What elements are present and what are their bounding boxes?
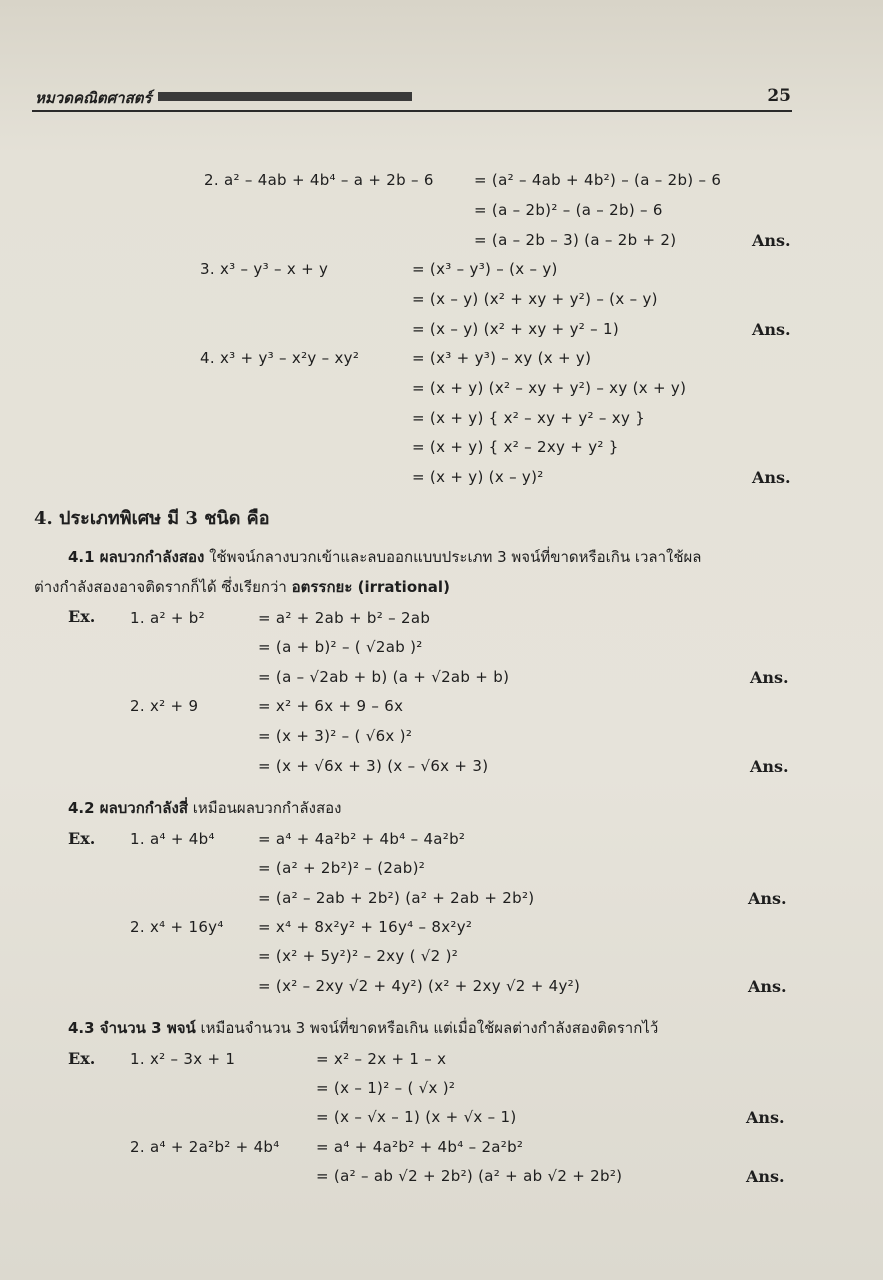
problem-4-step-4: = (x + y) { x² – 2xy + y² }: [412, 438, 619, 456]
problem-4-lhs: 4. x³ + y³ – x²y – xy²: [200, 349, 360, 367]
subsection-4-1-text: ใช้พจน์กลางบวกเข้าและลบออกแบบประเภท 3 พจน์ที่ขาดหรือเกิน เวลาใช้ผล: [204, 548, 702, 566]
irrational-term: อตรรกยะ (irrational): [291, 578, 450, 596]
ex41-2-lhs: 2. x² + 9: [130, 697, 199, 715]
ex43-2-step-2: = (a² – ab √2 + 2b²) (a² + ab √2 + 2b²): [316, 1167, 623, 1185]
ex41-1-lhs: 1. a² + b²: [130, 609, 205, 627]
subsection-4-1-paragraph-line-2: [34, 575, 450, 599]
problem-4-step-5: = (x + y) (x – y)²: [412, 468, 544, 486]
answer-marker: Ans.: [746, 1167, 785, 1186]
answer-marker: Ans.: [748, 889, 787, 908]
ex42-1-step-3: = (a² – 2ab + 2b²) (a² + 2ab + 2b²): [258, 889, 535, 907]
problem-2-step-3: = (a – 2b – 3) (a – 2b + 2): [474, 231, 677, 249]
ex42-1-step-2: = (a² + 2b²)² – (2ab)²: [258, 859, 426, 877]
answer-marker: Ans.: [748, 977, 787, 996]
subsection-4-2-text: เหมือนผลบวกกำลังสอง: [187, 799, 342, 817]
subsection-4-1-paragraph: [68, 545, 702, 569]
problem-4-step-2: = (x + y) (x² – xy + y²) – xy (x + y): [412, 379, 687, 397]
ex43-2-step-1: = a⁴ + 4a²b² + 4b⁴ – 2a²b²: [316, 1138, 524, 1156]
ex42-2-step-2: = (x² + 5y²)² – 2xy ( √2 )²: [258, 947, 459, 965]
subsection-4-2-title: 4.2 ผลบวกกำลังสี่: [68, 799, 188, 817]
problem-3-step-3: = (x – y) (x² + xy + y² – 1): [412, 320, 620, 338]
problem-3-step-2: = (x – y) (x² + xy + y²) – (x – y): [412, 290, 658, 308]
example-label: Ex.: [68, 1049, 96, 1068]
answer-marker: Ans.: [752, 468, 791, 487]
header-decorative-bar: [158, 92, 412, 101]
answer-marker: Ans.: [750, 757, 789, 776]
ex42-1-lhs: 1. a⁴ + 4b⁴: [130, 830, 215, 848]
example-label: Ex.: [68, 607, 96, 626]
problem-3-lhs: 3. x³ – y³ – x + y: [200, 260, 329, 278]
subsection-4-2-paragraph: [68, 796, 341, 820]
problem-2-step-1: = (a² – 4ab + 4b²) – (a – 2b) – 6: [474, 171, 722, 189]
subsection-4-3-paragraph: [68, 1016, 658, 1040]
ex43-1-step-3: = (x – √x – 1) (x + √x – 1): [316, 1108, 517, 1126]
subsection-4-3-title: 4.3 จำนวน 3 พจน์: [68, 1019, 196, 1037]
answer-marker: Ans.: [752, 320, 791, 339]
header-rule: [32, 110, 792, 112]
page-number: 25: [767, 86, 791, 106]
answer-marker: Ans.: [750, 668, 789, 687]
answer-marker: Ans.: [746, 1108, 785, 1127]
subsection-4-3-text: เหมือนจำนวน 3 พจน์ที่ขาดหรือเกิน แต่เมื่อใช้ผลต่างกำลังสองติดรากไว้: [195, 1019, 659, 1037]
ex41-2-step-2: = (x + 3)² – ( √6x )²: [258, 727, 413, 745]
answer-marker: Ans.: [752, 231, 791, 250]
subsection-4-1-title: 4.1 ผลบวกกำลังสอง: [68, 548, 205, 566]
ex43-1-step-1: = x² – 2x + 1 – x: [316, 1050, 447, 1068]
ex43-1-step-2: = (x – 1)² – ( √x )²: [316, 1079, 456, 1097]
ex41-2-step-3: = (x + √6x + 3) (x – √6x + 3): [258, 757, 489, 775]
section-4-heading: 4. ประเภทพิเศษ มี 3 ชนิด คือ: [34, 508, 270, 529]
ex41-1-step-1: = a² + 2ab + b² – 2ab: [258, 609, 431, 627]
ex43-1-lhs: 1. x² – 3x + 1: [130, 1050, 236, 1068]
problem-3-step-1: = (x³ – y³) – (x – y): [412, 260, 558, 278]
running-header-title: หมวดคณิตศาสตร์: [35, 89, 152, 107]
problem-4-step-3: = (x + y) { x² – xy + y² – xy }: [412, 409, 646, 427]
example-label: Ex.: [68, 829, 96, 848]
subsection-4-1-text-2: ต่างกำลังสองอาจติดรากก็ได้ ซึ่งเรียกว่า: [34, 578, 292, 596]
ex42-2-lhs: 2. x⁴ + 16y⁴: [130, 918, 224, 936]
problem-2-step-2: = (a – 2b)² – (a – 2b) – 6: [474, 201, 663, 219]
ex41-1-step-3: = (a – √2ab + b) (a + √2ab + b): [258, 668, 510, 686]
problem-4-step-1: = (x³ + y³) – xy (x + y): [412, 349, 592, 367]
ex43-2-lhs: 2. a⁴ + 2a²b² + 4b⁴: [130, 1138, 280, 1156]
ex41-2-step-1: = x² + 6x + 9 – 6x: [258, 697, 404, 715]
ex42-1-step-1: = a⁴ + 4a²b² + 4b⁴ – 4a²b²: [258, 830, 466, 848]
ex42-2-step-3: = (x² – 2xy √2 + 4y²) (x² + 2xy √2 + 4y²): [258, 977, 581, 995]
ex42-2-step-1: = x⁴ + 8x²y² + 16y⁴ – 8x²y²: [258, 918, 473, 936]
ex41-1-step-2: = (a + b)² – ( √2ab )²: [258, 638, 423, 656]
problem-2-lhs: 2. a² – 4ab + 4b⁴ – a + 2b – 6: [204, 171, 434, 189]
